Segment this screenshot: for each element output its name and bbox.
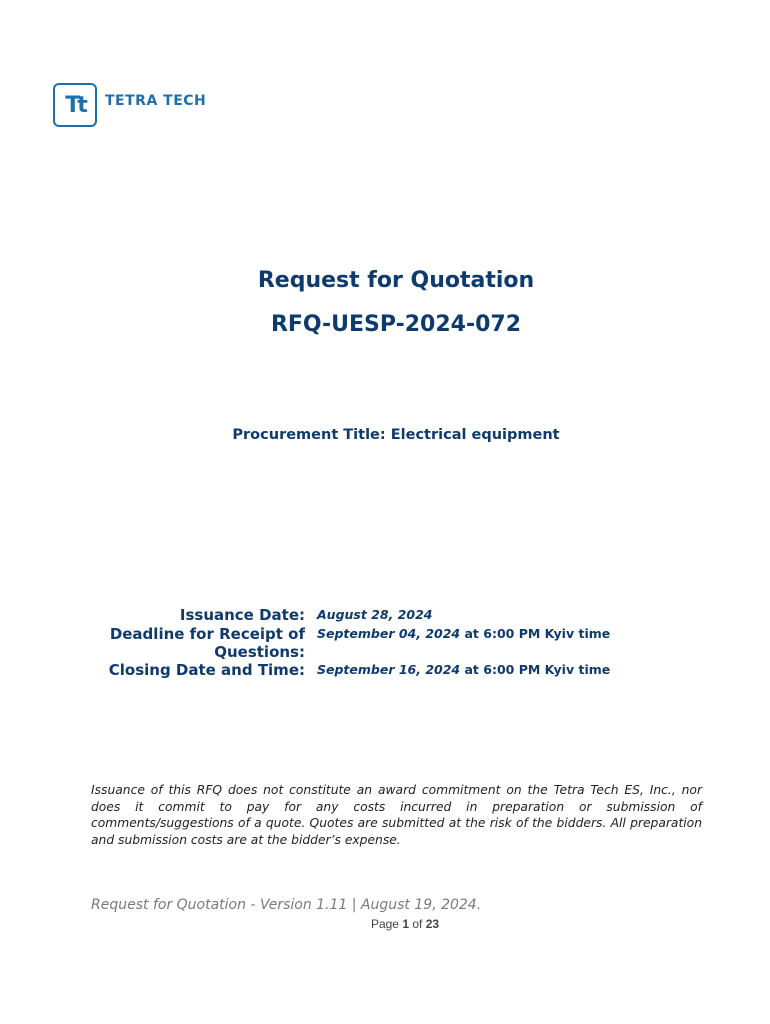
questions-deadline-time: at 6:00 PM Kyiv time [460,626,611,641]
page-number [0,917,770,931]
closing-date-row [95,661,715,679]
issuance-date-label: Issuance Date: [179,606,305,624]
page-current: 1 [402,917,409,931]
tetra-tech-logo [53,83,206,127]
closing-time: at 6:00 PM Kyiv time [460,662,611,677]
key-dates [95,606,715,679]
closing-date: September 16, 2024 [317,662,461,677]
company-name: TETRA TECH [105,93,207,109]
page-middle: of [409,917,426,931]
issuance-date-row [95,606,715,624]
tetra-tech-logo-icon: Tt [53,83,97,127]
closing-date-label: Closing Date and Time: [108,661,305,679]
rfq-number: RFQ-UESP-2024-072 [270,312,522,337]
questions-deadline-date: September 04, 2024 [317,626,461,641]
issuance-date: August 28, 2024 [317,607,433,622]
page-total: 23 [425,917,440,931]
closing-date-value [317,661,610,679]
questions-deadline-label: Deadline for Receipt of Questions: [109,625,305,661]
questions-deadline-row [95,625,715,661]
disclaimer-paragraph: Issuance of this RFQ does not constitute an award commitment on the Tetra Tech ES, Inc., nor does it commit to pay for any costs incurred in preparation or submission of comments/suggestions of a quote. Quotes are submitted at the risk of the bidders. All preparation and submission costs are at the bidder’s expense. [91,783,702,847]
questions-deadline-value [317,625,610,643]
issuance-date-value [317,606,432,624]
footer-version: Request for Quotation - Version 1.11 | August 19, 2024. [91,897,482,913]
page-prefix: Page [370,917,403,931]
document-title: Request for Quotation [257,268,535,293]
procurement-title: Procurement Title: Electrical equipment [232,427,560,443]
